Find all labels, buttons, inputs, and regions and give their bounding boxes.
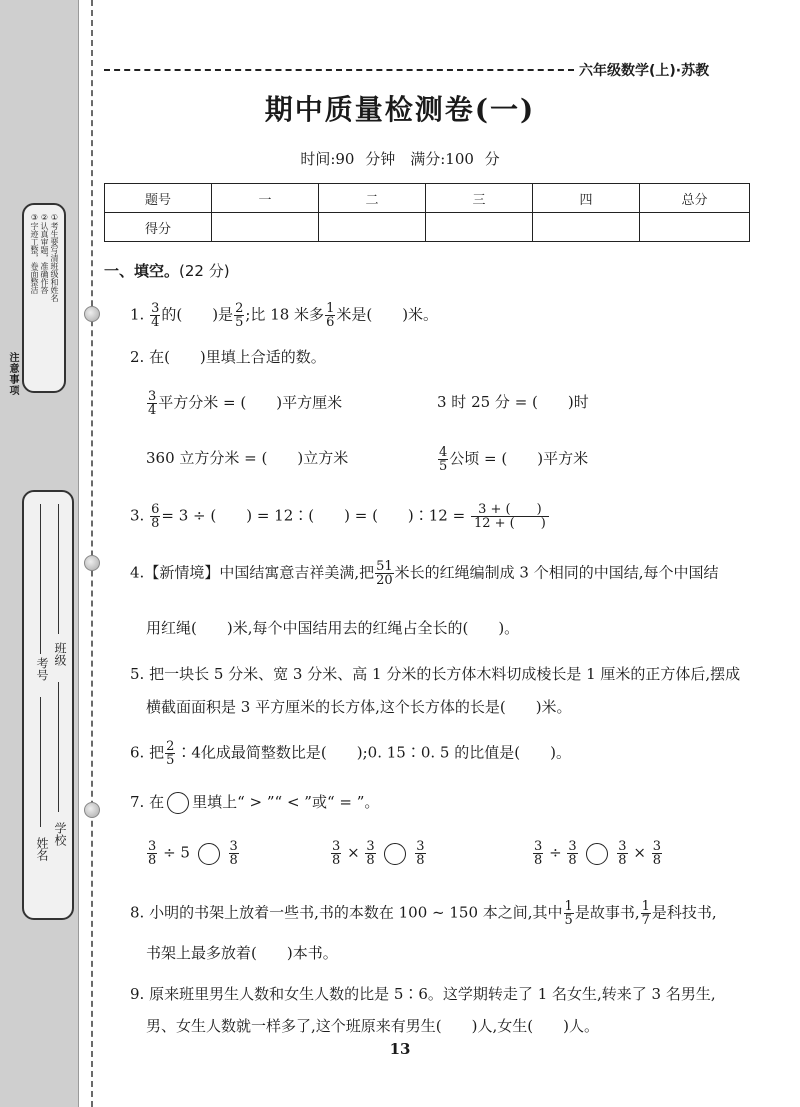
compare-circle-icon	[167, 792, 189, 814]
row-label: 得分	[105, 213, 212, 242]
fraction: $\frac{3}{8}$	[534, 839, 543, 868]
score-cell[interactable]	[533, 213, 640, 242]
fraction: $\frac{3}{8}$	[229, 839, 238, 868]
name-label: 姓名	[35, 837, 49, 861]
fraction: $\frac{6}{8}$	[151, 502, 160, 531]
fraction: $\frac{3 + ( )}{12 + ( )}$	[471, 503, 549, 530]
question-text: 7. 在	[130, 793, 165, 811]
table-row	[105, 184, 750, 213]
score-table	[104, 183, 750, 242]
student-info-box	[22, 490, 74, 920]
question-text: 平方分米 = ( )平方厘米	[158, 393, 343, 412]
question-number: 3.	[130, 506, 145, 525]
fraction: $\frac{1}{6}$	[326, 301, 335, 330]
section-label: 一、填空。	[104, 262, 180, 280]
question-8-line2: 书架上最多放着( )本书。	[146, 944, 338, 962]
header-rule	[104, 69, 574, 71]
score-cell[interactable]	[319, 213, 426, 242]
question-9-line2: 男、女生人数就一样多了,这个班原来有男生( )人,女生( )人。	[146, 1017, 599, 1035]
exam-no-label: 考号	[35, 657, 49, 681]
score-cell[interactable]	[426, 213, 533, 242]
fraction: $\frac{2}{5}$	[166, 739, 175, 768]
question-text: 公顷 = ( )平方米	[449, 449, 589, 468]
fraction: $\frac{3}{4}$	[151, 301, 160, 330]
school-label: 学校	[53, 822, 67, 846]
question-text: 是科技书,	[651, 903, 717, 922]
question-text: 的( )是	[161, 305, 234, 324]
table-header: 题号	[105, 184, 212, 213]
notice-item: ①考生要写清班级和姓名	[50, 213, 59, 302]
question-text: 里填上“ > ”“ < ”或“ = ”。	[192, 793, 380, 811]
question-1	[130, 302, 438, 329]
question-2: 2. 在( )里填上合适的数。	[130, 348, 326, 366]
fraction: $\frac{3}{8}$	[366, 839, 375, 868]
question-text: = 3 ÷ ( ) = 12∶( ) = ( )∶12 =	[161, 506, 466, 525]
question-2d	[437, 446, 588, 473]
table-header: 总分	[640, 184, 750, 213]
question-text: ∶4化成最简整数比是( );0. 15∶0. 5 的比值是( )。	[176, 743, 571, 762]
fraction: $\frac{3}{8}$	[568, 839, 577, 868]
question-4-line2: 用红绳( )米,每个中国结用去的红绳占全长的( )。	[146, 619, 520, 637]
question-3	[130, 503, 550, 530]
question-text: 中国结寓意吉祥美满,把	[219, 563, 375, 582]
fraction: $\frac{3}{8}$	[332, 839, 341, 868]
notice-title: 注意事项	[7, 352, 18, 396]
table-row	[105, 213, 750, 242]
answer-circle[interactable]	[586, 843, 608, 865]
operator: ×	[633, 843, 646, 862]
question-text: 米长的红绳编制成 3 个相同的中国结,每个中国结	[394, 563, 719, 582]
fraction: $\frac{3}{8}$	[416, 839, 425, 868]
binding-hole	[84, 802, 100, 818]
table-header: 四	[533, 184, 640, 213]
question-5-line2: 横截面面积是 3 平方厘米的长方体,这个长方体的长是( )米。	[146, 698, 572, 716]
write-line	[40, 697, 41, 827]
notice-item: ②认真审题，准确作答	[40, 213, 49, 294]
question-6	[130, 740, 571, 767]
question-8	[130, 900, 717, 927]
binding-hole	[84, 306, 100, 322]
question-9: 9. 原来班里男生人数和女生人数的比是 5∶6。这学期转走了 1 名女生,转来了 3 名男生,	[130, 985, 716, 1003]
page-number: 13	[389, 1040, 411, 1058]
notice-item: ③字迹工整，卷面整洁	[30, 213, 39, 294]
question-2b: 3 时 25 分 = ( )时	[437, 393, 589, 411]
question-7a	[146, 840, 240, 867]
write-line	[58, 682, 59, 812]
fraction: $\frac{4}{5}$	[439, 445, 448, 474]
fraction: $\frac{3}{8}$	[652, 839, 661, 868]
question-text: 8. 小明的书架上放着一些书,书的本数在 100 ~ 150 本之间,其中	[130, 903, 563, 922]
question-text: ;比 18 米多	[245, 305, 325, 324]
exam-meta: 时间:90 分钟 满分:100 分	[300, 150, 500, 168]
write-line	[40, 504, 41, 654]
question-2c: 360 立方分米 = ( )立方米	[146, 449, 349, 467]
table-header: 一	[212, 184, 319, 213]
score-cell[interactable]	[640, 213, 750, 242]
fraction: $\frac{51}{20}$	[376, 559, 393, 588]
answer-circle[interactable]	[384, 843, 406, 865]
question-text: 是故事书,	[574, 903, 640, 922]
question-7	[130, 792, 379, 814]
question-text: 6. 把	[130, 743, 165, 762]
fraction: $\frac{3}{8}$	[148, 839, 157, 868]
page-title: 期中质量检测卷(一)	[264, 93, 536, 126]
question-7c	[532, 840, 663, 867]
question-4	[130, 560, 719, 587]
question-7b	[330, 840, 427, 867]
question-number: 4.	[130, 563, 145, 582]
binding-hole	[84, 555, 100, 571]
operator: ÷ 5	[163, 843, 190, 862]
fraction: $\frac{2}{5}$	[235, 301, 244, 330]
question-2a	[146, 390, 342, 417]
operator: ÷	[549, 843, 562, 862]
answer-circle[interactable]	[198, 843, 220, 865]
section-heading	[104, 260, 230, 281]
section-points: (22 分)	[179, 262, 230, 280]
question-text: 米是( )米。	[336, 305, 439, 324]
table-header: 三	[426, 184, 533, 213]
score-cell[interactable]	[212, 213, 319, 242]
table-header: 二	[319, 184, 426, 213]
fraction: $\frac{3}{8}$	[618, 839, 627, 868]
operator: ×	[347, 843, 360, 862]
fraction: $\frac{3}{4}$	[148, 389, 157, 418]
context-tag: 【新情境】	[144, 563, 220, 582]
subject-header: 六年级数学(上)·苏教	[579, 63, 710, 79]
question-number: 1.	[130, 305, 145, 324]
fraction: $\frac{1}{7}$	[641, 899, 650, 928]
notice-box	[22, 203, 66, 393]
write-line	[58, 504, 59, 634]
question-5: 5. 把一块长 5 分米、宽 3 分米、高 1 分米的长方体木料切成棱长是 1 厘米的正方体后,摆成	[130, 665, 741, 683]
class-label: 班级	[53, 642, 67, 666]
fraction: $\frac{1}{5}$	[564, 899, 573, 928]
